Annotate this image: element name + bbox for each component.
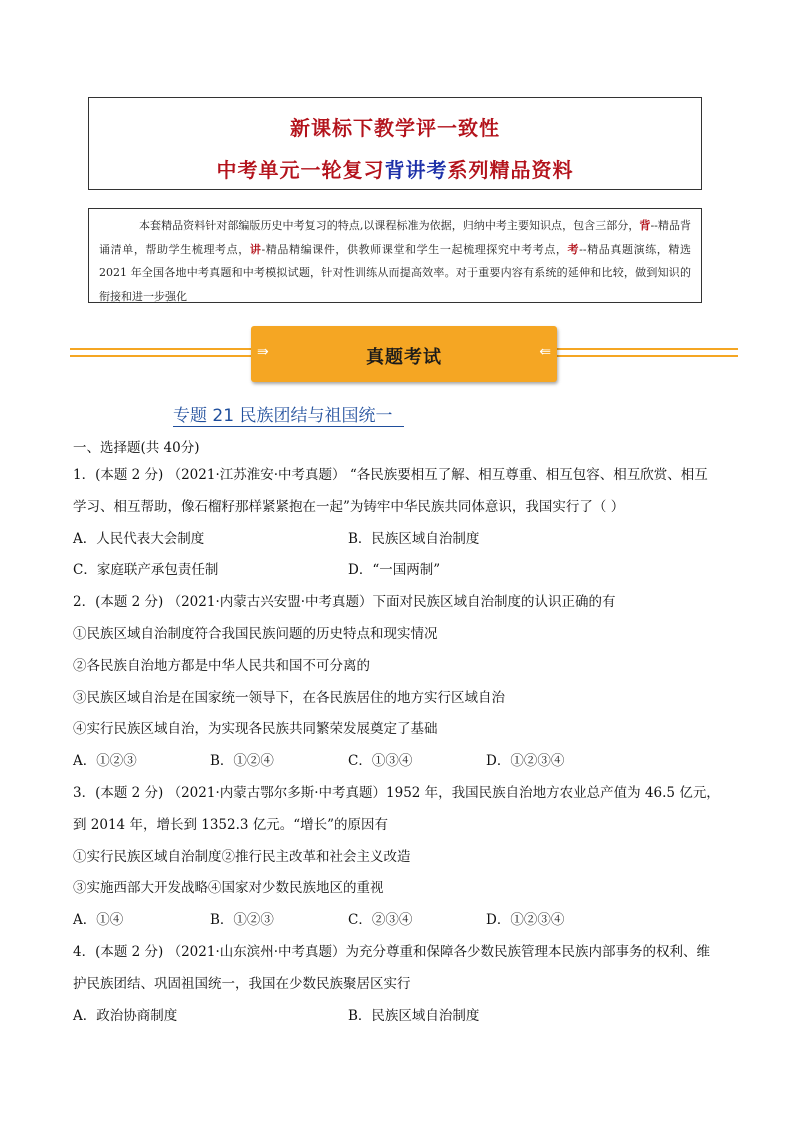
q1-stem-line-1: 1．(本题 2 分) （2021·江苏淮安·中考真题） “各民族要相互了解、相互尊重、相互包容、相互欣赏、相互 bbox=[73, 467, 708, 483]
intro-keyword-kao: 考 bbox=[567, 242, 580, 256]
banner-label: 真题考试 bbox=[366, 347, 442, 368]
intro-text-3: -精品精编课件，供教师课堂和学生一起梳理探究中考考点， bbox=[261, 242, 568, 256]
q3-statement-1: ①实行民族区域自治制度②推行民主改革和社会主义改造 bbox=[73, 849, 411, 865]
double-arrow-right-icon: ⇛ bbox=[257, 344, 269, 360]
title-line-2-a: 中考单元一轮复习 bbox=[216, 158, 385, 182]
section-banner bbox=[251, 326, 557, 382]
title-keyword-jiang: 讲 bbox=[405, 158, 427, 182]
topic-title: 专题 21 民族团结与祖国统一 bbox=[173, 401, 404, 427]
q2-option-d: D．①②③④ bbox=[486, 753, 565, 769]
q2-statement-3: ③民族区域自治是在国家统一领导下，在各民族居住的地方实行区域自治 bbox=[73, 690, 505, 706]
title-line-1: 新课标下教学评一致性 bbox=[290, 116, 500, 140]
q1-option-c: C．家庭联产承包责任制 bbox=[73, 562, 219, 578]
title-keyword-kao: 考 bbox=[426, 158, 448, 182]
q2-statement-2: ②各民族自治地方都是中华人民共和国不可分离的 bbox=[73, 658, 370, 674]
intro-text-4: --精品真题演练，精选 2021 年全国各地中考真题和中考模拟试题，针对性训练从而提高效率。对于重要内容有系统的延伸和比较，做到知识的衔接和进一步强化 bbox=[99, 242, 692, 303]
q1-option-b: B．民族区域自治制度 bbox=[348, 531, 480, 547]
title-keyword-bei: 背 bbox=[384, 158, 406, 182]
title-box bbox=[88, 97, 702, 190]
q1-option-d: D．“一国两制” bbox=[348, 562, 441, 578]
q3-stem-line-2: 到 2014 年，增长到 1352.3 亿元。“增长”的原因有 bbox=[73, 817, 389, 833]
q4-option-b: B．民族区域自治制度 bbox=[348, 1008, 480, 1024]
q3-statement-2: ③实施西部大开发战略④国家对少数民族地区的重视 bbox=[73, 880, 384, 896]
section-heading: 一、选择题(共 40分) bbox=[73, 440, 200, 456]
q1-stem-line-2: 学习、相互帮助，像石榴籽那样紧紧抱在一起”为铸牢中华民族共同体意识，我国实行了（ ） bbox=[73, 499, 625, 515]
intro-text-2: --精品背诵清单，帮助学生梳理考点， bbox=[99, 219, 691, 256]
intro-box bbox=[88, 208, 702, 303]
q3-option-b: B．①②③ bbox=[210, 912, 274, 928]
q3-option-d: D．①②③④ bbox=[486, 912, 565, 928]
q2-option-b: B．①②④ bbox=[210, 753, 274, 769]
intro-text-1: 本套精品资料针对部编版历史中考复习的特点,以课程标准为依据，归纳中考主要知识点，包含三部分， bbox=[139, 219, 640, 232]
intro-keyword-bei: 背 bbox=[639, 219, 651, 232]
q3-option-c: C．②③④ bbox=[348, 912, 413, 928]
q4-stem-line-2: 护民族团结、巩固祖国统一，我国在少数民族聚居区实行 bbox=[73, 976, 411, 992]
q3-option-a: A．①④ bbox=[73, 912, 124, 928]
q2-option-c: C．①③④ bbox=[348, 753, 413, 769]
double-arrow-left-icon: ⇚ bbox=[539, 344, 551, 360]
q2-statement-4: ④实行民族区域自治，为实现各民族共同繁荣发展奠定了基础 bbox=[73, 721, 438, 737]
title-line-2 bbox=[89, 154, 701, 183]
q4-option-a: A．政治协商制度 bbox=[73, 1008, 178, 1024]
q2-statement-1: ①民族区域自治制度符合我国民族问题的历史特点和现实情况 bbox=[73, 626, 438, 642]
intro-keyword-jiang: 讲 bbox=[249, 242, 262, 256]
q4-stem-line-1: 4．(本题 2 分) （2021·山东滨州·中考真题）为充分尊重和保障各少数民族管理本民族内部事务的权利、维 bbox=[73, 944, 711, 960]
title-line-2-e: 系列精品资料 bbox=[447, 158, 574, 182]
q2-option-a: A．①②③ bbox=[73, 753, 137, 769]
q3-stem-line-1: 3．(本题 2 分) （2021·内蒙古鄂尔多斯·中考真题）1952 年，我国民族自治地方农业总产值为 46.5 亿元， bbox=[73, 785, 720, 801]
q1-option-a: A．人民代表大会制度 bbox=[73, 531, 205, 547]
q2-stem: 2．(本题 2 分) （2021·内蒙古兴安盟·中考真题）下面对民族区域自治制度的认识正确的有 bbox=[73, 594, 616, 610]
